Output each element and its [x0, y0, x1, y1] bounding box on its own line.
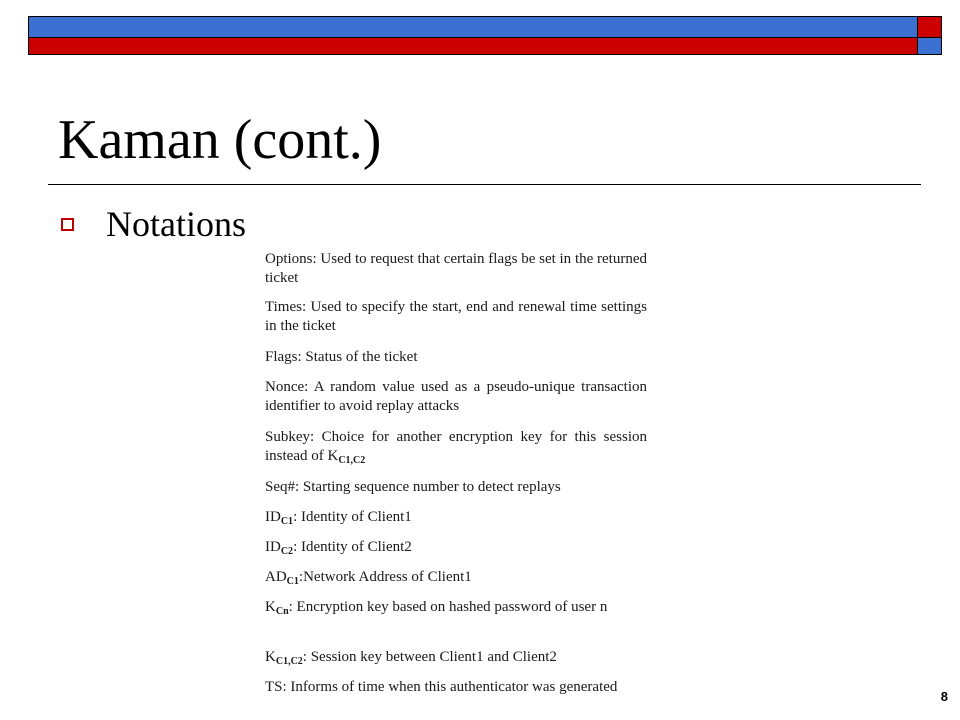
header-red-bar — [28, 38, 918, 55]
definition-subkey-subscript: C1,C2 — [338, 455, 366, 466]
definition-flags: Flags: Status of the ticket — [265, 349, 418, 365]
bullet-notations: Notations — [106, 204, 246, 244]
definition-ad-c1-symbol: AD — [265, 569, 287, 585]
definition-id-c1-subscript: C1 — [280, 516, 294, 527]
definition-ts: TS: Informs of time when this authenticator was generated — [265, 679, 618, 695]
definition-k-c1c2-symbol: K — [265, 649, 276, 665]
definition-ad-c1-subscript: C1 — [286, 576, 299, 587]
definition-id-c1-text: : Identity of Client1 — [293, 509, 412, 525]
definition-options: Options: Used to request that certain flags be set in the returned ticket — [265, 251, 647, 286]
definition-k-c1c2 — [265, 648, 647, 671]
header-blue-bar — [28, 16, 918, 38]
definition-id-c2-symbol: ID — [265, 539, 281, 555]
definition-id-c2-subscript: C2 — [280, 546, 294, 557]
definition-k-c1c2-subscript: C1,C2 — [275, 656, 303, 667]
definition-k-cn-subscript: Cn — [275, 606, 289, 617]
header-blue-square — [918, 38, 942, 55]
definition-times: Times: Used to specify the start, end and renewal time settings in the ticket — [265, 299, 647, 334]
definition-k-cn-symbol: K — [265, 599, 276, 615]
definition-id-c1-symbol: ID — [265, 509, 281, 525]
slide-title: Kaman (cont.) — [58, 109, 382, 171]
definition-id-c1 — [265, 508, 647, 531]
definition-ad-c1 — [265, 568, 647, 591]
definition-k-cn — [265, 598, 647, 621]
definition-seq: Seq#: Starting sequence number to detect replays — [265, 479, 561, 495]
definition-k-c1c2-text: : Session key between Client1 and Client2 — [302, 649, 557, 665]
definition-id-c2 — [265, 538, 647, 561]
definition-subkey — [265, 428, 647, 470]
page-number: 8 — [940, 689, 948, 704]
definition-id-c2-text: : Identity of Client2 — [293, 539, 412, 555]
definition-ad-c1-text: :Network Address of Client1 — [298, 569, 472, 585]
definition-k-cn-text: : Encryption key based on hashed password of user n — [288, 599, 608, 615]
header-red-square — [918, 16, 942, 38]
definition-nonce: Nonce: A random value used as a pseudo-unique transaction identifier to avoid replay attacks — [265, 379, 647, 414]
square-bullet-icon — [61, 218, 74, 231]
definition-subkey-text: Subkey: Choice for another encryption key for this session instead of K — [265, 429, 647, 464]
title-divider — [48, 184, 921, 185]
